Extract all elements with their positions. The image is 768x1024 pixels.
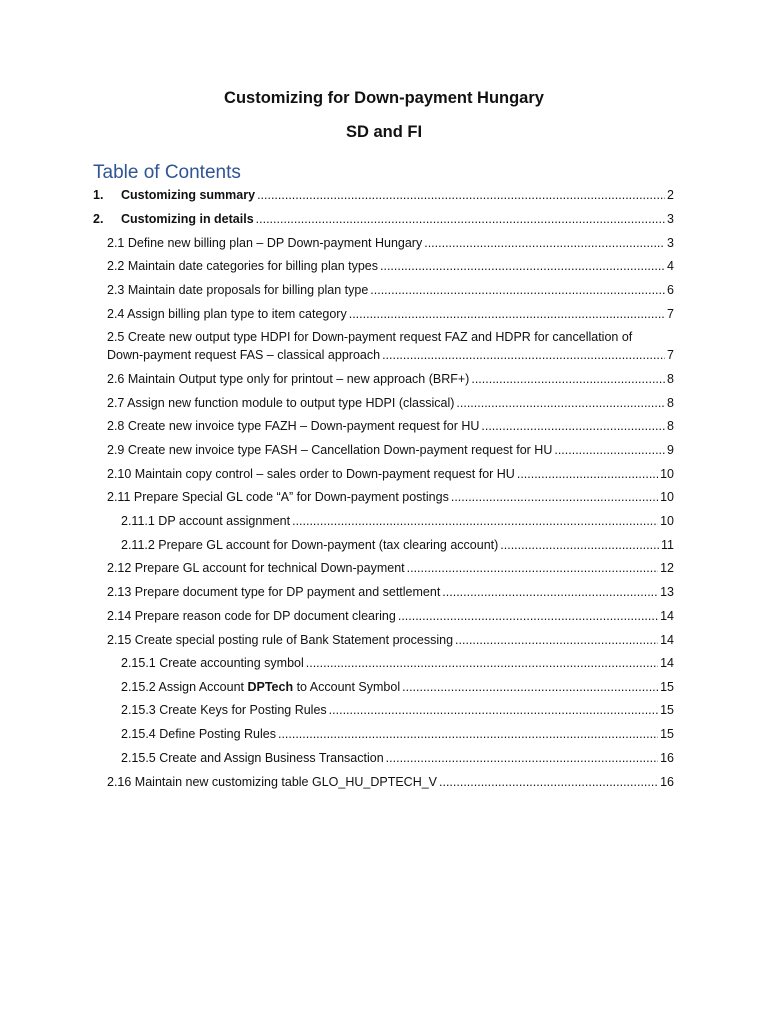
toc-entry-text: 2.2 Maintain date categories for billing plan types <box>107 259 378 273</box>
toc-entry-text: 2.4 Assign billing plan type to item category <box>107 307 347 321</box>
toc-page-number: 7 <box>667 348 674 362</box>
toc-page-number: 14 <box>660 656 674 670</box>
toc-page-number: 12 <box>660 561 674 575</box>
toc-page-number: 13 <box>660 585 674 599</box>
toc-entry-text: 2.15.5 Create and Assign Business Transaction <box>121 751 384 765</box>
toc-entry-text: 2.11.2 Prepare GL account for Down-payment (tax clearing account) <box>121 538 499 552</box>
toc-page-number: 7 <box>667 307 674 321</box>
toc-entry-text: 2.8 Create new invoice type FAZH – Down-payment request for HU <box>107 419 480 433</box>
toc-page-number: 8 <box>667 396 674 410</box>
toc-page-number: 16 <box>660 751 674 765</box>
toc-entry-text: 2.15.3 Create Keys for Posting Rules <box>121 703 327 717</box>
document-title: Customizing for Down-payment Hungary <box>224 89 544 107</box>
toc-entry-text: 2.11.1 DP account assignment <box>121 514 291 528</box>
toc-entry-text-line1: 2.5 Create new output type HDPI for Down-payment request FAZ and HDPR for cancellation of <box>107 330 633 344</box>
toc-page-number: 16 <box>660 775 674 789</box>
toc-entry-text: Customizing summary <box>121 188 256 202</box>
toc-entry-text: 2.14 Prepare reason code for DP document clearing <box>107 609 396 623</box>
toc-page-number: 9 <box>667 443 674 457</box>
toc-entry-text: 2.15.1 Create accounting symbol <box>121 656 304 670</box>
toc-entry-text: 2.9 Create new invoice type FASH – Cancellation Down-payment request for HU <box>107 443 553 457</box>
toc-entry-number: 1. <box>93 188 104 202</box>
toc-entry-text: 2.7 Assign new function module to output type HDPI (classical) <box>107 396 455 410</box>
toc-page-number: 15 <box>660 680 674 694</box>
toc-page-number: 3 <box>667 236 674 250</box>
toc-entry-text: 2.10 Maintain copy control – sales order to Down-payment request for HU <box>107 467 515 481</box>
toc-page-number: 10 <box>660 514 674 528</box>
toc-entry-text: 2.15.2 Assign Account DPTech to Account Symbol <box>121 680 401 694</box>
toc-entry-text: 2.1 Define new billing plan – DP Down-payment Hungary <box>107 236 423 250</box>
toc-page-number: 10 <box>660 467 674 481</box>
toc-entry-text: 2.13 Prepare document type for DP payment and settlement <box>107 585 441 599</box>
toc-page-number: 15 <box>660 727 674 741</box>
toc-page-number: 6 <box>667 283 674 297</box>
toc-heading: Table of Contents <box>93 162 241 183</box>
toc-entry-text: 2.15 Create special posting rule of Bank Statement processing <box>107 633 454 647</box>
toc-entry-number: 2. <box>93 212 104 226</box>
toc-page-number: 11 <box>661 538 674 552</box>
toc-page-number: 15 <box>660 703 674 717</box>
document-subtitle: SD and FI <box>345 123 423 141</box>
toc-page-number: 8 <box>667 372 674 386</box>
toc-page-number: 4 <box>667 259 674 273</box>
toc-page-number: 14 <box>660 633 674 647</box>
toc-page-number: 10 <box>660 490 674 504</box>
toc-entry-keyword: DPTech <box>247 680 294 694</box>
toc-page-number: 14 <box>660 609 674 623</box>
toc-entry-text: Down-payment request FAS – classical approach <box>107 348 381 362</box>
toc-entry-text: 2.15.4 Define Posting Rules <box>121 727 276 741</box>
toc-page-number: 8 <box>667 419 674 433</box>
toc-entry-text: Customizing in details <box>121 212 254 226</box>
toc-entry-text: 2.11 Prepare Special GL code “A” for Down-payment postings <box>107 490 449 504</box>
toc-entry-text: 2.3 Maintain date proposals for billing plan type <box>107 283 369 297</box>
toc-page-number: 3 <box>667 212 674 226</box>
toc-entry-text: 2.12 Prepare GL account for technical Down-payment <box>107 561 405 575</box>
toc-page-number: 2 <box>667 188 674 202</box>
toc-entry-text: 2.6 Maintain Output type only for printout – new approach (BRF+) <box>107 372 470 386</box>
toc-entry-text: 2.16 Maintain new customizing table GLO_HU_DPTECH_V <box>107 775 438 789</box>
